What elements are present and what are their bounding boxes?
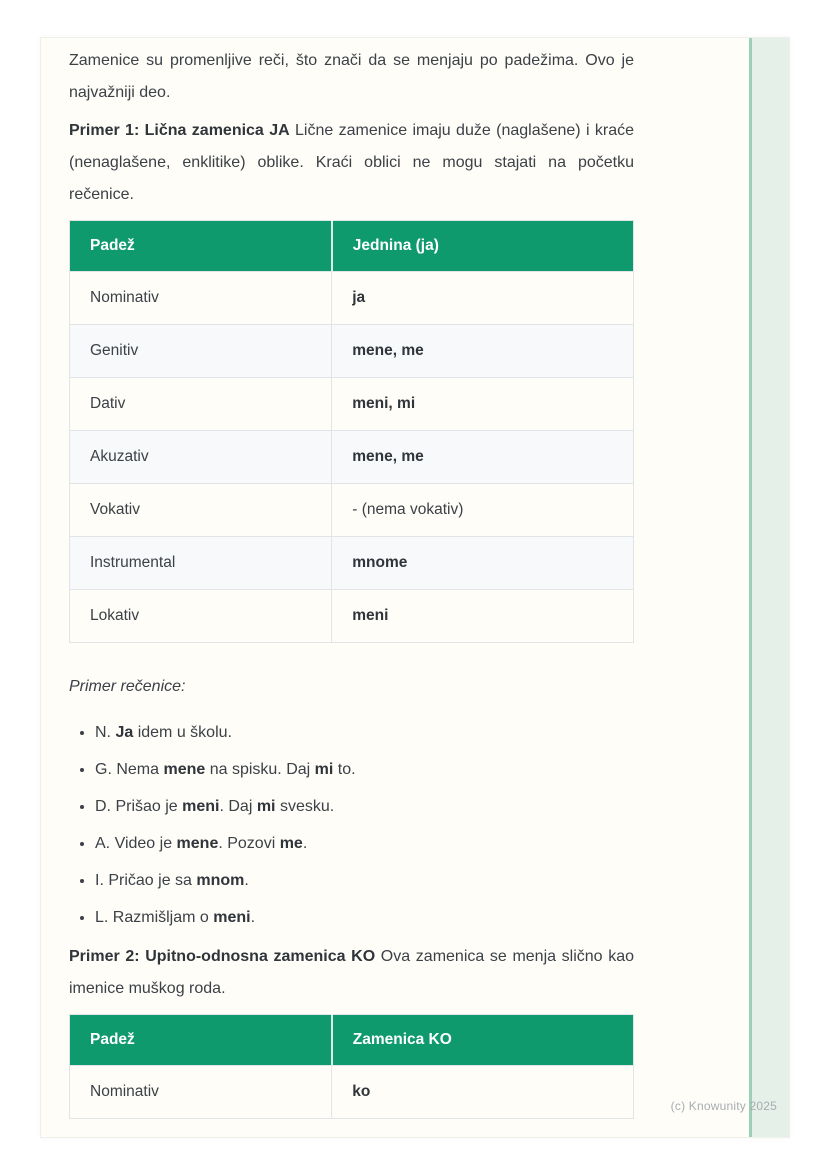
form-value: meni: [332, 590, 634, 643]
example-heading: Primer rečenice:: [69, 678, 186, 695]
table-row: [70, 431, 634, 484]
form-value: mnome: [332, 537, 634, 590]
table-header-row: [70, 221, 634, 272]
table-row: [70, 272, 634, 325]
form-value: - (nema vokativ): [332, 484, 634, 537]
table-row: [70, 590, 634, 643]
primer1-text: Lične zamenice imaju duže (naglašene) i kraće (nenaglašene, enklitike) oblike. Kraći oblici ne mogu stajati na početku rečenice.: [69, 122, 635, 203]
table-row: [70, 1066, 634, 1119]
column-header: Padež: [70, 221, 332, 272]
example-item: • G. Nema mene na spisku. Daj mi to.: [95, 756, 634, 784]
example-item: • D. Prišao je meni. Daj mi svesku.: [95, 793, 634, 821]
column-header: Padež: [70, 1015, 332, 1066]
document-page: [40, 37, 790, 1138]
page-content: [69, 38, 634, 1119]
case-label: Genitiv: [70, 325, 332, 378]
primer2-title: Primer 2: Upitno-odnosna zamenica KO: [69, 948, 376, 965]
case-label: Dativ: [70, 378, 332, 431]
table-header-row: [70, 1015, 634, 1066]
table-row: [70, 537, 634, 590]
form-value: ko: [332, 1066, 634, 1119]
example-item: • A. Video je mene. Pozovi me.: [95, 830, 634, 858]
case-label: Nominativ: [70, 272, 332, 325]
primer1-paragraph: [69, 115, 634, 211]
intro-paragraph: Zamenice su promenljive reči, što znači da se menjaju po padežima. Ovo je najvažniji deo.: [69, 52, 634, 101]
example-item: • N. Ja idem u školu.: [95, 719, 634, 747]
watermark: (c) Knowunity 2025: [670, 1099, 777, 1113]
declension-table-ko: [69, 1014, 634, 1119]
form-value: meni, mi: [332, 378, 634, 431]
case-label: Lokativ: [70, 590, 332, 643]
case-label: Nominativ: [70, 1066, 332, 1119]
form-value: mene, me: [332, 431, 634, 484]
case-label: Instrumental: [70, 537, 332, 590]
example-item: • L. Razmišljam o meni.: [95, 904, 634, 932]
example-item: • I. Pričao je sa mnom.: [95, 867, 634, 895]
form-value: mene, me: [332, 325, 634, 378]
table-row: [70, 378, 634, 431]
form-value: ja: [332, 272, 634, 325]
declension-table-ja: [69, 220, 634, 643]
case-label: Vokativ: [70, 484, 332, 537]
table-row: [70, 484, 634, 537]
primer2-paragraph: [69, 941, 634, 1005]
primer1-title: Primer 1: Lična zamenica JA: [69, 122, 290, 139]
primer2-text: Ova zamenica se menja slično kao imenice muškog roda.: [69, 948, 635, 997]
column-header: Jednina (ja): [332, 221, 634, 272]
highlight-stripe: [749, 38, 789, 1137]
column-header: Zamenica KO: [332, 1015, 634, 1066]
table-row: [70, 325, 634, 378]
example-list: [69, 719, 634, 932]
case-label: Akuzativ: [70, 431, 332, 484]
